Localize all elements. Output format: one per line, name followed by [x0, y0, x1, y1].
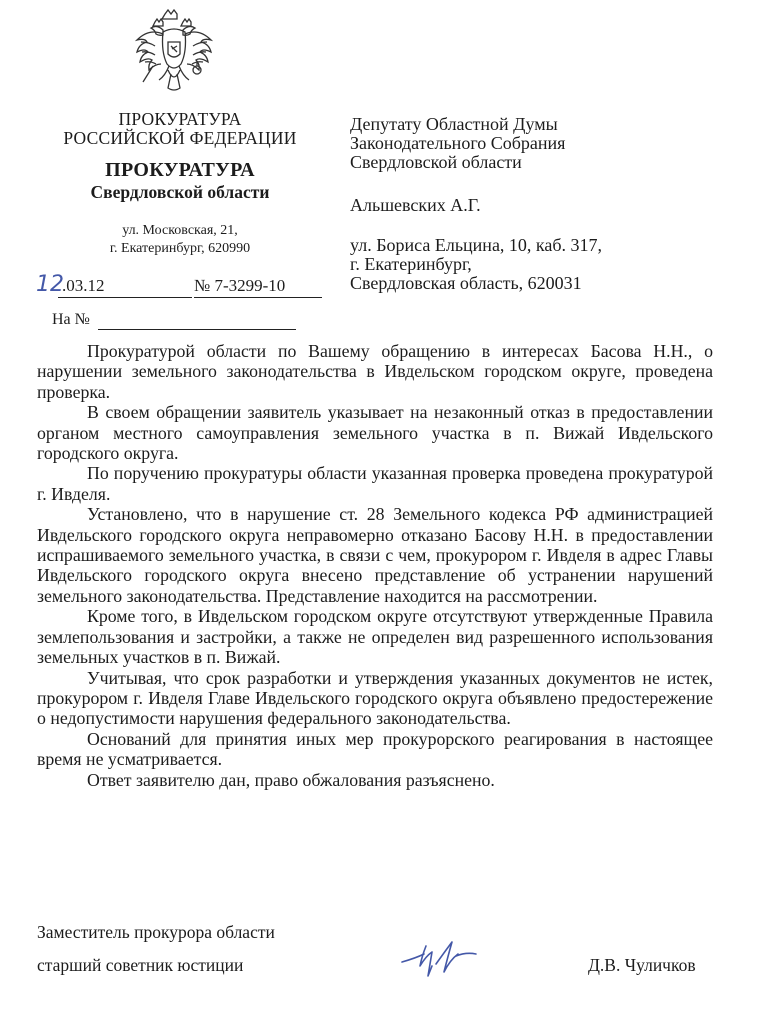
handwritten-day: 12	[36, 272, 64, 297]
reference-number: № 7-3299-10	[194, 276, 286, 295]
recipient-name: Альшевских А.Г.	[350, 195, 481, 215]
body-paragraph: Установлено, что в нарушение ст. 28 Земельного кодекса РФ администрацией Ивдельского городского округа неправомерно отказано Басову Н.Н. в предоставлении испрашиваемого земельного участка, в связи с чем, прокурором г. Ивделя в адрес Главы Ивдельского городского округа внесено представление об устранении нарушений земельного законодательства. Представление находится на рассмотрении.	[37, 504, 713, 606]
reference-date: .03.12	[62, 276, 105, 295]
letter-body	[37, 341, 713, 790]
number-underline	[194, 297, 322, 298]
incoming-reference	[52, 311, 297, 333]
incoming-reference-underline	[98, 329, 296, 330]
body-paragraph: В своем обращении заявитель указывает на незаконный отказ в предоставлении органом местного самоуправления земельного участка в п. Вижай Ивдельского городского округа.	[37, 402, 713, 464]
body-paragraph: Учитывая, что срок разработки и утверждения указанных документов не истек, прокурором г. Ивделя Главе Ивдельского городского округа объявлено предостережение о недопустимости нарушения федерального законодательства.	[37, 667, 713, 729]
sender-line1: ПРОКУРАТУРА	[118, 109, 242, 129]
recipient-address-street: ул. Бориса Ельцина, 10, каб. 317,	[350, 235, 603, 255]
recipient-block	[350, 115, 730, 293]
body-paragraph: Ответ заявителю дан, право обжалования разъяснено.	[87, 769, 495, 790]
handwritten-signature	[398, 938, 490, 980]
signatory-rank: старший советник юстиции	[37, 955, 244, 975]
coat-of-arms-icon	[133, 8, 215, 96]
recipient-address-region: Свердловская область, 620031	[350, 273, 582, 293]
recipient-line3: Свердловской области	[350, 152, 522, 172]
recipient-line2: Законодательного Собрания	[350, 133, 566, 153]
body-paragraph: Прокуратурой области по Вашему обращению в интересах Басова Н.Н., о нарушении земельного законодательства в Ивдельском городском округе, проведена проверка.	[37, 341, 713, 402]
sender-address-city: г. Екатеринбург, 620990	[109, 241, 251, 256]
body-paragraph: Кроме того, в Ивдельском городском округе отсутствуют утвержденные Правила землепользования и застройки, а также не определен вид разрешенного использования земельных участков в п. Вижай.	[37, 606, 713, 668]
date-underline	[58, 297, 192, 298]
outgoing-reference	[32, 272, 322, 302]
sender-address-street: ул. Московская, 21,	[122, 223, 238, 238]
body-paragraph: По поручению прокуратуры области указанная проверка проведена прокуратурой г. Ивделя.	[37, 463, 713, 504]
sender-office-title: ПРОКУРАТУРА	[105, 159, 255, 181]
recipient-address-city: г. Екатеринбург,	[350, 254, 472, 274]
incoming-reference-label: На №	[52, 311, 90, 328]
signatory-name: Д.В. Чуличков	[588, 955, 696, 975]
signatory-title: Заместитель прокурора области	[37, 922, 275, 942]
recipient-line1: Депутату Областной Думы	[350, 114, 558, 134]
sender-line2: РОССИЙСКОЙ ФЕДЕРАЦИИ	[63, 128, 297, 148]
sender-office-region: Свердловской области	[90, 182, 270, 202]
body-paragraph: Оснований для принятия иных мер прокурорского реагирования в настоящее время не усматривается.	[37, 728, 713, 770]
sender-block	[30, 110, 330, 258]
